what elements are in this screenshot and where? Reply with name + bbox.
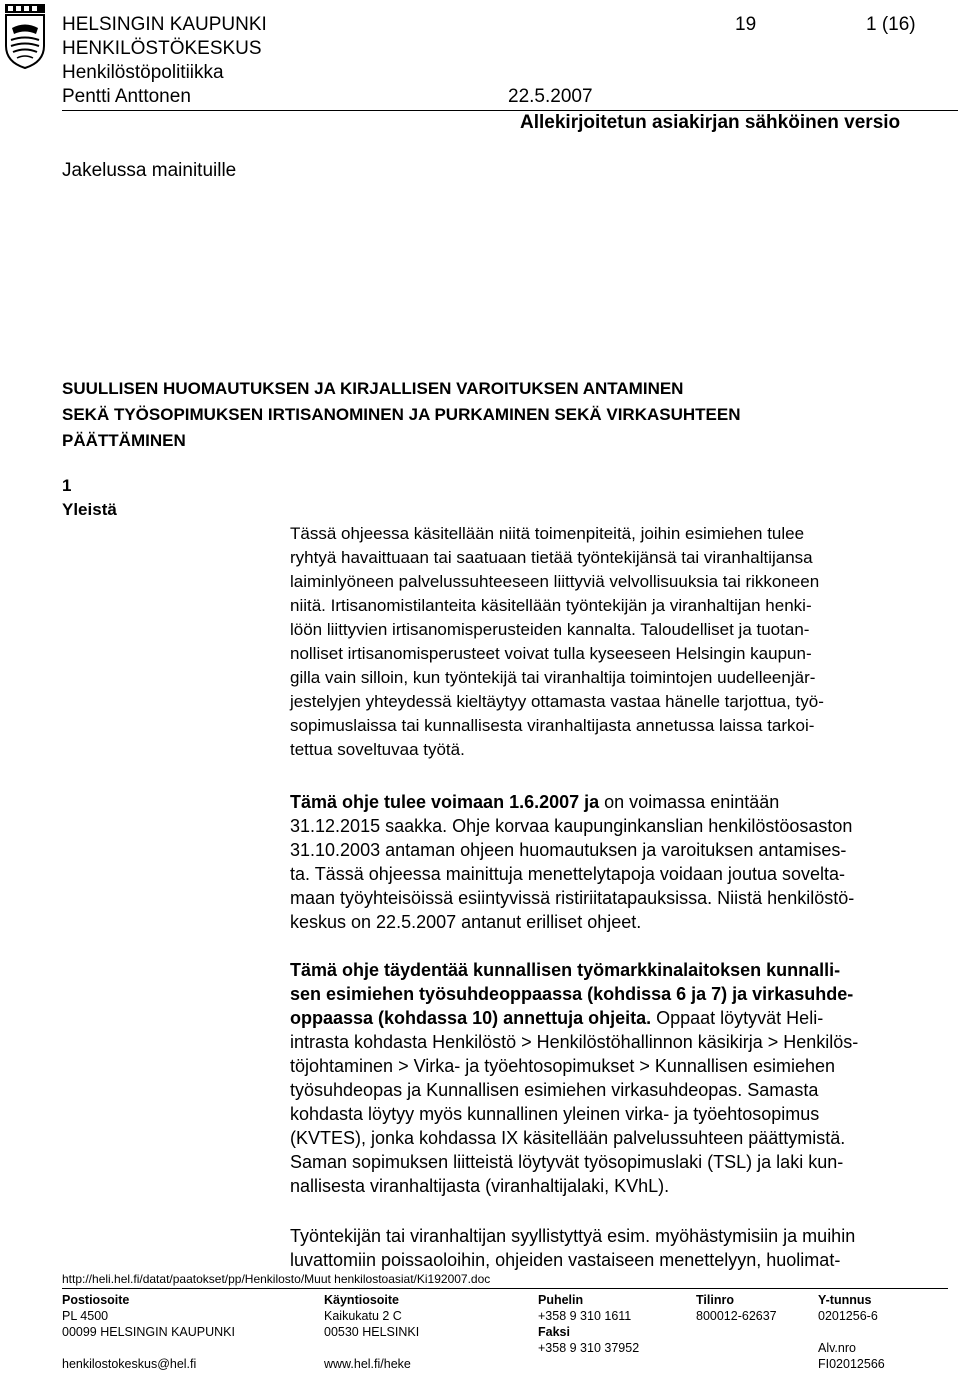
paragraph-misconduct [290, 1224, 960, 1272]
section-heading: Yleistä [62, 500, 117, 519]
footer-value: Kaikukatu 2 C [324, 1309, 402, 1323]
footer-value [62, 1340, 235, 1356]
footer-heading: Tilinro [696, 1293, 734, 1307]
text-line: gilla vain silloin, kun työntekijä tai viranhaltija toimintojen uudelleenjär- [290, 668, 816, 687]
title-line: SUULLISEN HUOMAUTUKSEN JA KIRJALLISEN VAROITUKSEN ANTAMINEN [62, 379, 684, 398]
text-line: luvattomiin poissaoloihin, ohjeiden vastaiseen menettelyyn, huolimat- [290, 1250, 841, 1270]
page-count: 1 (16) [866, 14, 916, 35]
text-line: (KVTES), jonka kohdassa IX käsitellään palvelussuhteen päättymistä. [290, 1128, 846, 1148]
section-number: 1 [62, 476, 72, 495]
text-line [290, 790, 960, 814]
paragraph-guides [290, 958, 960, 1198]
footer-value: PL 4500 [62, 1309, 109, 1323]
text-line: Tämä ohje täydentää kunnallisen työmarkkinalaitoksen kunnalli- [290, 960, 841, 980]
paragraph-general [290, 522, 960, 762]
footer-value: FI02012566 [818, 1357, 885, 1371]
text-line: nolliset irtisanomisperusteet voivat tulla kyseeseen Helsingin kaupun- [290, 644, 812, 663]
text-line: sopimuslaissa tai kunnallisesta viranhaltijasta annetussa laissa tarkoi- [290, 716, 815, 735]
footer-value: 0201256-6 [818, 1309, 878, 1323]
text-line: töjohtaminen > Virka- ja työehtosopimukset > Kunnallisen esimiehen [290, 1056, 835, 1076]
document-title [62, 376, 741, 454]
text-line: tettua soveltuvaa työtä. [290, 740, 465, 759]
text-line: keskus on 22.5.2007 antanut erilliset ohjeet. [290, 912, 642, 932]
document-date: 22.5.2007 [508, 86, 593, 107]
footer-divider [62, 1288, 948, 1289]
footer-value: 00530 HELSINKI [324, 1325, 420, 1339]
text-line: kohdasta löytyy myös kunnallinen yleinen virka- ja työehtosopimus [290, 1104, 820, 1124]
footer-value: +358 9 310 1611 [538, 1309, 632, 1323]
text-line: laiminlyöneen palvelussuhteeseen liittyviä velvollisuuksia tai rikkoneen [290, 572, 820, 591]
footer-value: +358 9 310 37952 [538, 1341, 640, 1355]
footer-value [324, 1340, 419, 1356]
text-line: Tässä ohjeessa käsitellään niitä toimenpiteitä, joihin esimiehen tulee [290, 524, 805, 543]
text-line: intrasta kohdasta Henkilöstö > Henkilöstöhallinnon käsikirja > Henkilös- [290, 1032, 859, 1052]
text-line: työsuhdeopas ja Kunnallisen esimiehen virkasuhdeopas. Samasta [290, 1080, 819, 1100]
text-line [290, 1006, 960, 1030]
text-line: 31.10.2003 antaman ohjeen huomautuksen ja varoituksen antamises- [290, 840, 847, 860]
footer-visiting-address [324, 1292, 419, 1372]
footer-value: 800012-62637 [696, 1309, 777, 1323]
paragraph-validity [290, 790, 960, 934]
footer-postal-address [62, 1292, 235, 1372]
distribution-note: Jakelussa mainituille [62, 160, 237, 181]
text-line: Työntekijän tai viranhaltijan syyllistyttyä esim. myöhästymisiin ja muihin [290, 1226, 856, 1246]
title-line: SEKÄ TYÖSOPIMUKSEN IRTISANOMINEN JA PURKAMINEN SEKÄ VIRKASUHTEEN [62, 405, 741, 424]
text-line: ryhtyä havaittuaan tai saatuaan tietää työntekijänsä tai viranhaltijansa [290, 548, 813, 567]
header-divider [62, 110, 958, 111]
helsinki-crest-logo [3, 2, 47, 70]
validity-bold-text: Tämä ohje tulee voimaan 1.6.2007 ja [290, 792, 600, 812]
guides-text: Oppaat löytyvät Heli- [651, 1008, 824, 1028]
footer-phone [538, 1292, 639, 1356]
unit-name: Henkilöstöpolitiikka [62, 62, 224, 83]
footer-email: henkilostokeskus@hel.fi [62, 1357, 197, 1371]
guides-bold-text: oppaassa (kohdassa 10) annettuja ohjeita. [290, 1008, 652, 1028]
footer-heading: Käyntiosoite [324, 1293, 400, 1307]
text-line: nallisesta viranhaltijasta (viranhaltijalaki, KVhL). [290, 1176, 670, 1196]
document-number: 19 [735, 14, 757, 35]
department-name: HENKILÖSTÖKESKUS [62, 38, 262, 59]
footer-heading: Postiosoite [62, 1293, 130, 1307]
text-line: jestelyjen yhteydessä kieltäytyy ottamasta vastaa hänelle tarjottua, työ- [290, 692, 824, 711]
text-line: maan työyhteisöissä esiintyvissä ristiriitatapauksissa. Niistä henkilöstö- [290, 888, 855, 908]
document-subtitle: Allekirjoitetun asiakirjan sähköinen versio [520, 112, 901, 133]
text-line: ta. Tässä ohjeessa mainittuja menettelytapoja voidaan joutua soveltа- [290, 864, 846, 884]
title-line: PÄÄTTÄMINEN [62, 431, 186, 450]
organization-name: HELSINGIN KAUPUNKI [62, 14, 267, 35]
text-line: niitä. Irtisanomistilanteita käsitellään työntekijän ja viranhaltijan henki- [290, 596, 812, 615]
text-line: löön liittyvien irtisanomisperusteiden kannalta. Taloudelliset ja tuotan- [290, 620, 810, 639]
validity-text: on voimassa enintään [599, 792, 780, 812]
footer-heading: Alv.nro [818, 1341, 856, 1355]
footer-account [696, 1292, 777, 1324]
document-url: http://heli.hel.fi/datat/paatokset/pp/Henkilosto/Muut henkilostoasiat/Ki192007.doc [62, 1272, 491, 1286]
footer-heading: Puhelin [538, 1293, 584, 1307]
text-line: Saman sopimuksen liitteistä löytyvät työsopimuslaki (TSL) ja laki kun- [290, 1152, 844, 1172]
author-name: Pentti Anttonen [62, 86, 191, 107]
footer-website: www.hel.fi/heke [324, 1357, 411, 1371]
footer-business-id [818, 1292, 885, 1372]
footer-heading: Y-tunnus [818, 1293, 872, 1307]
footer-heading: Faksi [538, 1325, 570, 1339]
text-line: sen esimiehen työsuhdeoppaassa (kohdissa 6 ja 7) ja virkasuhde- [290, 984, 854, 1004]
footer-value: 00099 HELSINGIN KAUPUNKI [62, 1325, 235, 1339]
text-line: 31.12.2015 saakka. Ohje korvaa kaupunginkanslian henkilöstöosaston [290, 816, 853, 836]
